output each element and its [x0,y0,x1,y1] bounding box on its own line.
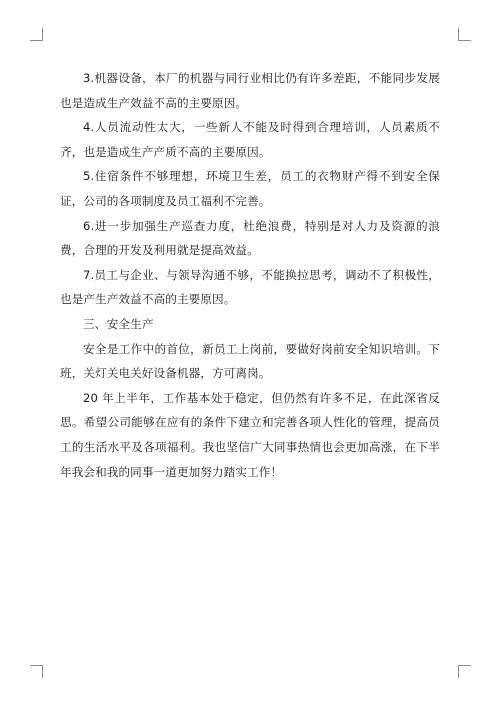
crop-mark-bottom-right [458,665,471,678]
paragraph-staff-turnover: 4.人员流动性太大，一些新人不能及时得到合理培训，人员素质不齐，也是造成生产产质不高的主要原因。 [60,120,440,159]
section-heading-safety: 三、安全生产 [83,316,154,331]
paragraph-safety: 安全是工作中的首位，新员工上岗前，要做好岗前安全知识培训。下班，关灯关电关好设备机器，方可离岗。 [60,341,440,381]
document-body [60,66,440,484]
paragraph-conclusion: 20 年上半年，工作基本处于稳定，但仍然有许多不足，在此深省反思。希望公司能够在应有的条件下建立和完善各项人性化的管理，提高员工的生活水平及各项福利。我也坚信广大同事热情也会更加高涨，在下半年我会和我的同事一道更加努力踏实工作！ [60,390,440,479]
paragraph-communication: 7.员工与企业、与领导沟通不够，不能换拉思考，调动不了积极性，也是产生产效益不高的主要原因。 [60,267,440,307]
crop-mark-bottom-left [30,665,43,678]
paragraph-accommodation: 5.住宿条件不够理想，环境卫生差，员工的衣物财产得不到安全保证，公司的各项制度及员工福利不完善。 [60,169,440,208]
crop-mark-top-right [458,28,471,41]
paragraph-machinery: 3.机器设备，本厂的机器与同行业相比仍有许多差距，不能同步发展也是造成生产效益不高的主要原因。 [60,71,440,110]
crop-mark-top-left [30,28,43,41]
paragraph-production-inspection: 6.进一步加强生产巡查力度，杜绝浪费，特别是对人力及资源的浪费，合理的开发及利用就是提高效益。 [60,218,440,258]
